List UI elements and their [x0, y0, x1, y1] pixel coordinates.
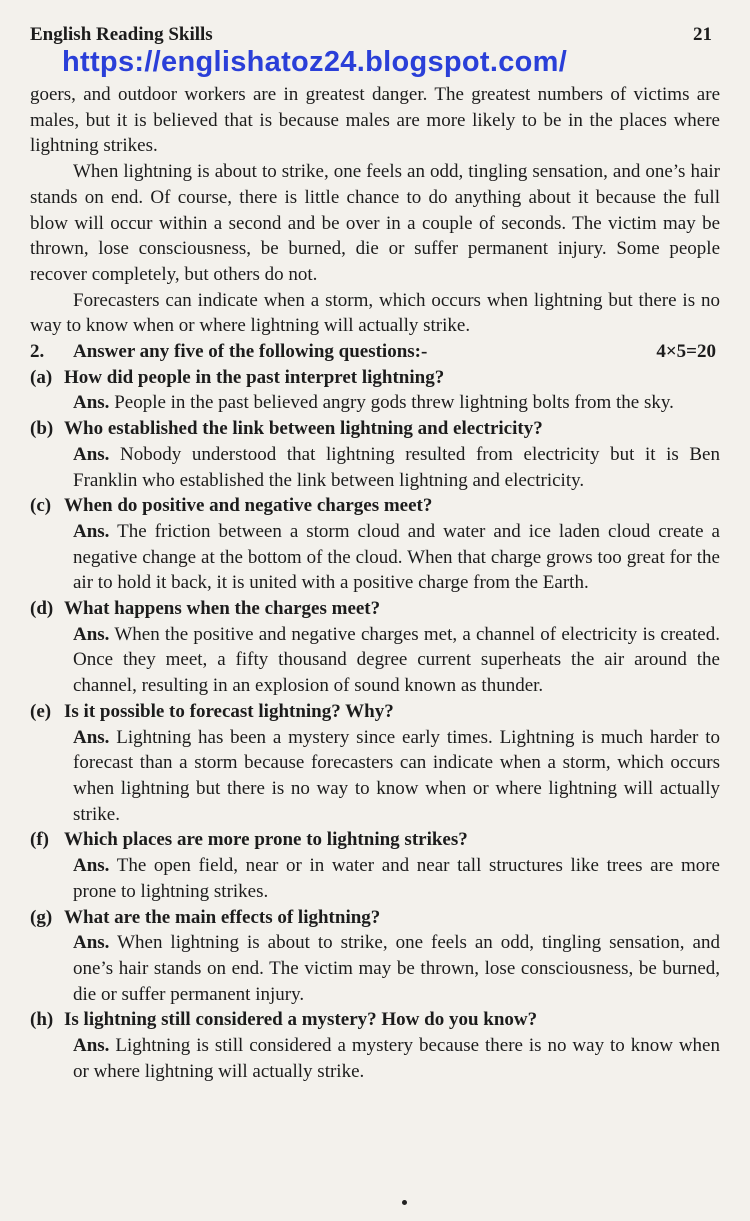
answer-label: Ans.: [73, 520, 110, 542]
answer-text: Nobody understood that lightning resulted from electricity but it is Ben Franklin who established the link between lightning and electricity.: [73, 443, 720, 491]
question-list: [30, 365, 720, 1085]
answer-f: [73, 853, 720, 904]
answer-text: Lightning is still considered a mystery because there is no way to know when or where lightning will actually strike.: [73, 1035, 720, 1082]
passage-paragraph-1: goers, and outdoor workers are in greatest danger. The greatest numbers of victims are males, but it is believed that is because males are more likely to be in the places where lightning strikes.: [30, 84, 720, 157]
answer-label: Ans.: [73, 932, 110, 954]
question-a: [30, 365, 720, 391]
answer-label: Ans.: [73, 392, 110, 414]
section-number: 2.: [30, 341, 45, 363]
answer-label: Ans.: [73, 623, 110, 645]
section-heading: [30, 339, 720, 365]
answer-c: [73, 519, 720, 596]
question-label: (e): [30, 700, 52, 722]
answer-a: [73, 390, 720, 416]
book-title: English Reading Skills: [30, 24, 213, 45]
question-text: What happens when the charges meet?: [64, 598, 381, 620]
answer-text: When lightning is about to strike, one feels an odd, tingling sensation, and one’s hair stands on end. The victim may be thrown, lose consciousness, be burned, die or suffer permanent injury.: [73, 932, 720, 1005]
answer-text: People in the past believed angry gods threw lightning bolts from the sky.: [114, 392, 674, 414]
passage-paragraph-2: When lightning is about to strike, one feels an odd, tingling sensation, and one’s hair stands on end. Of course, there is little chance to do anything about it because the full blow will occur within a second and be over in a couple of seconds. The victim may be thrown, lose consciousness, be burned, die or suffer permanent injury. Some people recover completely, but others do not.: [30, 161, 720, 285]
page-number: 21: [693, 24, 712, 45]
question-f: [30, 827, 720, 853]
question-g: [30, 905, 720, 931]
answer-label: Ans.: [73, 443, 110, 465]
page-bottom-dot: [402, 1200, 407, 1205]
section-marks: 4×5=20: [656, 341, 716, 363]
answer-text: Lightning has been a mystery since early times. Lightning is much harder to forecast than a storm because forecasters can indicate when a storm, which occurs when lightning but there is no way to know when or where lightning will actually strike.: [73, 726, 720, 825]
question-text: How did people in the past interpret lightning?: [64, 366, 445, 388]
question-d: [30, 596, 720, 622]
page-body: [30, 82, 720, 1084]
answer-e: [73, 725, 720, 828]
question-h: [30, 1007, 720, 1033]
answer-text: The open field, near or in water and near tall structures like trees are more prone to lightning strikes.: [73, 855, 720, 902]
question-c: [30, 493, 720, 519]
question-e: [30, 699, 720, 725]
question-label: (f): [30, 829, 49, 851]
question-text: Is lightning still considered a mystery? How do you know?: [64, 1009, 538, 1031]
answer-label: Ans.: [73, 726, 110, 748]
answer-b: [73, 442, 720, 493]
question-label: (a): [30, 366, 53, 388]
question-label: (d): [30, 598, 54, 620]
answer-d: [73, 622, 720, 699]
answer-g: [73, 930, 720, 1007]
answer-text: When the positive and negative charges met, a channel of electricity is created. Once they meet, a fifty thousand degree current superheats the air around the channel, resulting in an explosion of sound known as thunder.: [73, 623, 720, 697]
section-instruction: [30, 339, 427, 365]
answer-label: Ans.: [73, 855, 110, 877]
question-b: [30, 416, 720, 442]
question-text: Is it possible to forecast lightning? Why?: [64, 700, 394, 722]
answer-h: [73, 1033, 720, 1084]
section-instruction-text: Answer any five of the following questions:-: [73, 341, 428, 363]
answer-label: Ans.: [73, 1035, 110, 1057]
question-text: What are the main effects of lightning?: [64, 906, 381, 928]
question-label: (g): [30, 906, 53, 928]
question-text: Which places are more prone to lightning strikes?: [64, 829, 468, 851]
question-text: Who established the link between lightning and electricity?: [64, 418, 543, 440]
answer-text: The friction between a storm cloud and water and ice laden cloud create a negative change at the bottom of the cloud. When that charge grows too great for the air to hold it back, it is united with a positive charge from the Earth.: [73, 520, 720, 594]
question-text: When do positive and negative charges meet?: [64, 495, 433, 517]
question-label: (c): [30, 495, 52, 517]
passage-paragraph-3: Forecasters can indicate when a storm, which occurs when lightning but there is no way to know when or where lightning will actually strike.: [30, 289, 720, 337]
question-label: (h): [30, 1009, 54, 1031]
question-label: (b): [30, 418, 54, 440]
blog-url-watermark: https://englishatoz24.blogspot.com/: [62, 46, 568, 78]
